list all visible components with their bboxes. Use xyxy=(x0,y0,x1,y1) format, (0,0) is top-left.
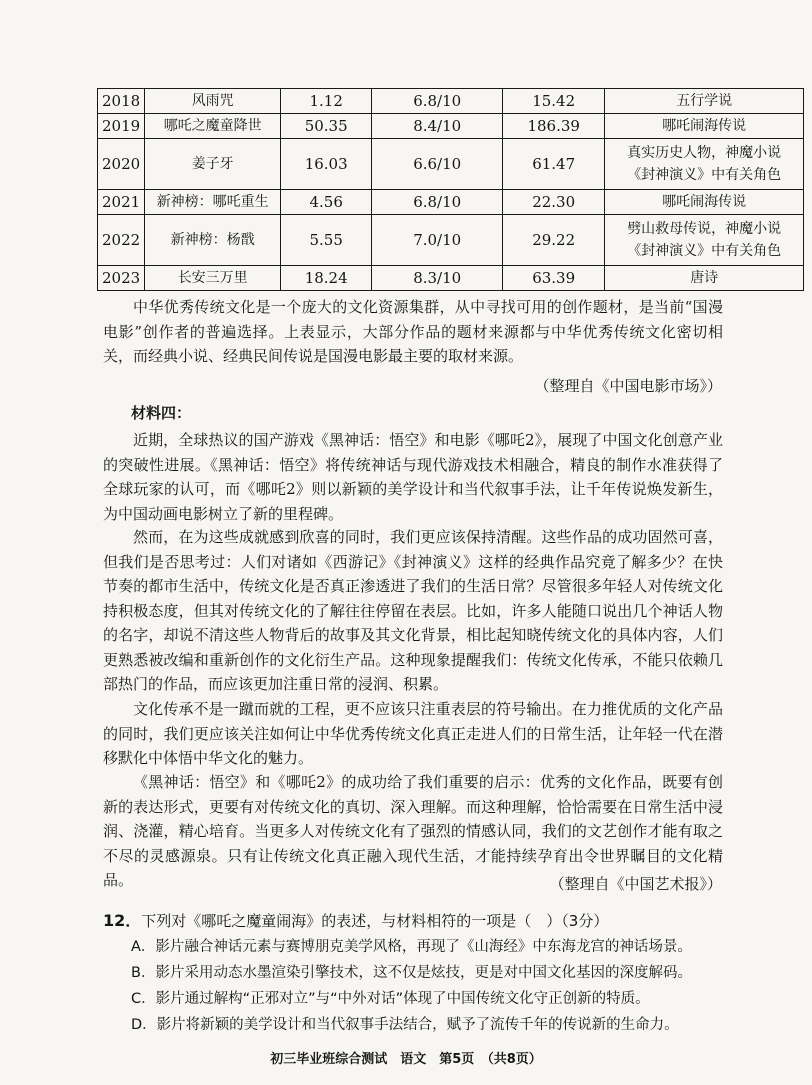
year-cell: 2019 xyxy=(98,114,145,139)
paragraph-inheritance: 文化传承不是一蹴而就的工程，更不应该只注重表层的符号输出。在力推优质的文化产品的同时，我们更应该关注如何让中华优秀传统文化真正走进人们的日常生活，让年轻一代在潜移默化中体悟中华文化的魅力。 xyxy=(103,700,723,767)
question-12-stem xyxy=(103,910,608,932)
source-line: 哪吒闹海传说 xyxy=(662,194,747,210)
source-citation-2: （整理自《中国艺术报》） xyxy=(549,875,722,893)
page-footer: 初三毕业班综合测试 语文 第5页 （共8页） xyxy=(270,1052,542,1067)
box-office-cell: 16.03 xyxy=(281,139,372,190)
question-number: 12． xyxy=(103,911,142,930)
option-b: B．影片采用动态水墨渲染引擎技术，这不仅是炫技，更是对中国文化基因的深度解码。 xyxy=(131,965,692,981)
option-a: A．影片融合神话元素与赛博朋克美学风格，再现了《山海经》中东海龙宫的神话场景。 xyxy=(131,939,692,955)
year-cell: 2018 xyxy=(98,89,145,114)
paragraph-table-summary: 中华优秀传统文化是一个庞大的文化资源集群，从中寻找可用的创作题材，是当前“国漫电影”创作者的普遍选择。上表显示，大部分作品的题材来源都与中华优秀传统文化密切相关，而经典小说、经典民间传说是国漫电影最主要的取材来源。 xyxy=(103,298,723,365)
source-cell xyxy=(605,139,804,190)
table-row xyxy=(98,139,804,190)
box-office-cell: 4.56 xyxy=(281,190,372,215)
source-line: 劈山救母传说，神魔小说 xyxy=(627,221,782,237)
source-cell xyxy=(605,89,804,114)
source-cell xyxy=(605,215,804,266)
source-cell xyxy=(605,266,804,291)
table-row xyxy=(98,190,804,215)
source-line: 真实历史人物，神魔小说 xyxy=(627,145,782,161)
year-cell: 2023 xyxy=(98,266,145,291)
title-cell: 新神榜：哪吒重生 xyxy=(145,190,281,215)
year-cell: 2020 xyxy=(98,139,145,190)
rating-cell: 8.4/10 xyxy=(372,114,503,139)
title-cell: 风雨咒 xyxy=(145,89,281,114)
rating-cell: 6.8/10 xyxy=(372,89,503,114)
rating-cell: 6.8/10 xyxy=(372,190,503,215)
gross-cell: 29.22 xyxy=(503,215,605,266)
source-line: 五行学说 xyxy=(676,93,733,109)
title-cell: 姜子牙 xyxy=(145,139,281,190)
title-cell: 哪吒之魔童降世 xyxy=(145,114,281,139)
table-body xyxy=(98,89,804,291)
source-line: 哪吒闹海传说 xyxy=(662,118,747,134)
question-text: 下列对《哪吒之魔童闹海》的表述，与材料相符的一项是（ ）（3分） xyxy=(141,912,609,930)
table-row xyxy=(98,114,804,139)
box-office-cell: 18.24 xyxy=(281,266,372,291)
source-cell xyxy=(605,190,804,215)
year-cell: 2021 xyxy=(98,190,145,215)
box-office-cell: 50.35 xyxy=(281,114,372,139)
rating-cell: 6.6/10 xyxy=(372,139,503,190)
source-line: 《封神演义》中有关角色 xyxy=(627,167,782,183)
gross-cell: 186.39 xyxy=(503,114,605,139)
table-row xyxy=(98,215,804,266)
table-row xyxy=(98,266,804,291)
option-d: D．影片将新颖的美学设计和当代叙事手法结合，赋予了流传千年的传说新的生命力。 xyxy=(131,1017,679,1033)
material-4-heading: 材料四： xyxy=(131,404,192,422)
source-citation-1: （整理自《中国电影市场》） xyxy=(534,377,722,395)
option-c: C．影片通过解构“正邪对立”与“中外对话”体现了中国传统文化守正创新的特质。 xyxy=(131,991,650,1007)
year-cell: 2022 xyxy=(98,215,145,266)
gross-cell: 22.30 xyxy=(503,190,605,215)
box-office-cell: 1.12 xyxy=(281,89,372,114)
paragraph-reflection: 然而，在为这些成就感到欣喜的同时，我们更应该保持清醒。这些作品的成功固然可喜，但我们是否思考过：人们对诸如《西游记》《封神演义》这样的经典作品究竟了解多少？在快节奏的都市生活中，传统文化是否真正渗透进了我们的生活日常？尽管很多年轻人对传统文化持积极态度，但其对传统文化的了解往往停留在表层。比如，许多人能随口说出几个神话人物的名字，却说不清这些人物背后的故事及其文化背景，相比起知晓传统文化的具体内容，人们更熟悉被改编和重新创作的文化衍生产品。这种现象提醒我们：传统文化传承，不能只依赖几部热门的作品，而应该更加注重日常的浸润、积累。 xyxy=(103,528,723,693)
title-cell: 长安三万里 xyxy=(145,266,281,291)
gross-cell: 61.47 xyxy=(503,139,605,190)
source-cell xyxy=(605,114,804,139)
box-office-cell: 5.55 xyxy=(281,215,372,266)
paragraph-breakthrough: 近期，全球热议的国产游戏《黑神话：悟空》和电影《哪吒2》，展现了中国文化创意产业的突破性进展。《黑神话：悟空》将传统神话与现代游戏技术相融合，精良的制作水准获得了全球玩家的认可，而《哪吒2》则以新颖的美学设计和当代叙事手法，让千年传说焕发新生，为中国动画电影树立了新的里程碑。 xyxy=(103,431,723,523)
gross-cell: 15.42 xyxy=(503,89,605,114)
anime-film-table xyxy=(97,88,804,291)
table-row xyxy=(98,89,804,114)
rating-cell: 7.0/10 xyxy=(372,215,503,266)
paragraph-inspiration: 《黑神话：悟空》和《哪吒2》的成功给了我们重要的启示：优秀的文化作品，既要有创新的表达形式，更要有对传统文化的真切、深入理解。而这种理解，恰恰需要在日常生活中浸润、浇灌，精心培育。当更多人对传统文化有了强烈的情感认同，我们的文艺创作才能有取之不尽的灵感源泉。只有让传统文化真正融入现代生活，才能持续孕育出令世界瞩目的文化精品。 xyxy=(103,773,723,889)
gross-cell: 63.39 xyxy=(503,266,605,291)
title-cell: 新神榜：杨戬 xyxy=(145,215,281,266)
source-line: 唐诗 xyxy=(690,270,719,286)
rating-cell: 8.3/10 xyxy=(372,266,503,291)
source-line: 《封神演义》中有关角色 xyxy=(627,243,782,259)
